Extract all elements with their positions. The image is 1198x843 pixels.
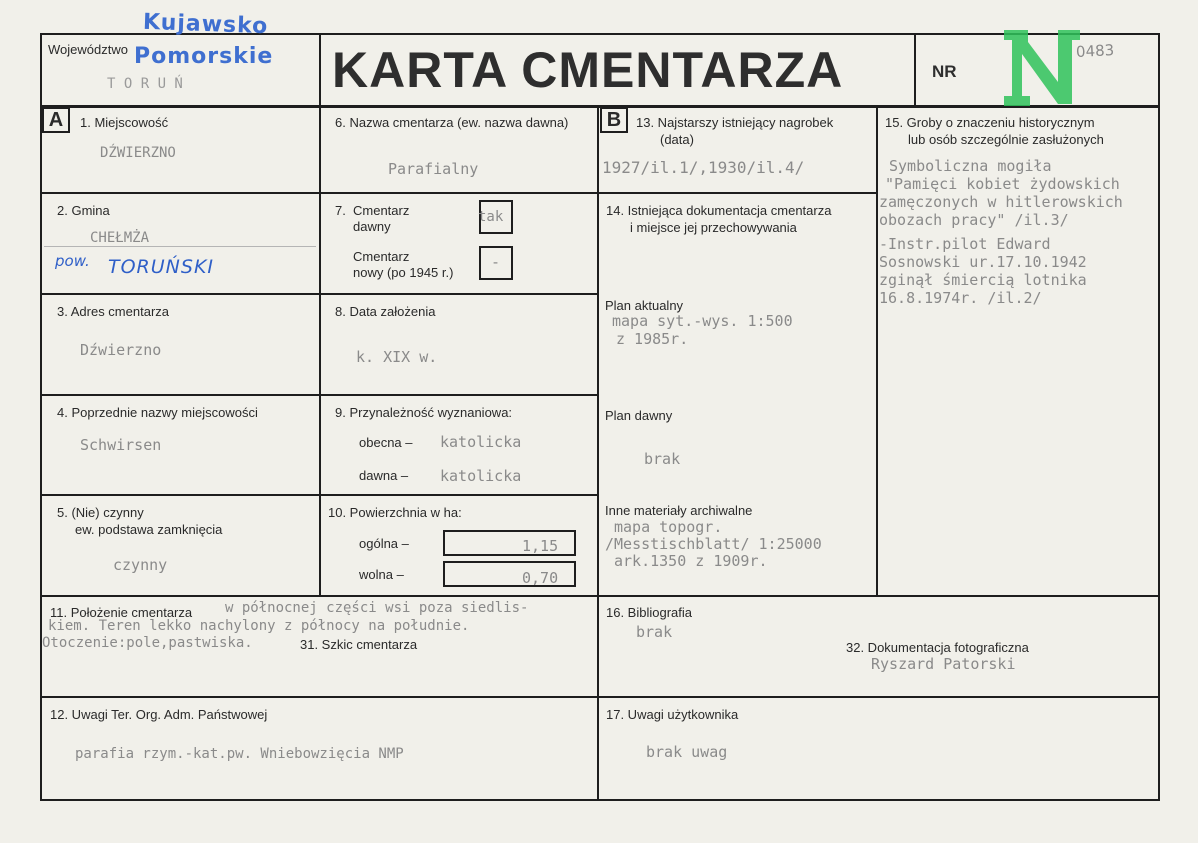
- polozenie-line2: kiem. Teren lekko nachylony z północy na południe.: [48, 618, 470, 634]
- inne-materialy-line1: mapa topogr.: [614, 518, 723, 536]
- plan-dawny-value: brak: [644, 450, 681, 468]
- czynny-label-line1: 5. (Nie) czynny: [57, 505, 144, 520]
- divider: [319, 105, 321, 596]
- nazwa-label: 6. Nazwa cmentarza (ew. nazwa dawna): [335, 115, 569, 130]
- gmina-underline: [44, 246, 316, 247]
- wyznanie-obecna-value: katolicka: [440, 433, 522, 451]
- groby-line: Sosnowski ur.17.10.1942: [879, 253, 1087, 271]
- data-zalozenia-label: 8. Data założenia: [335, 304, 436, 319]
- gmina-label: 2. Gmina: [57, 203, 110, 218]
- groby-line: "Pamięci kobiet żydowskich: [885, 175, 1120, 193]
- uwagi-uzytkownika-label: 17. Uwagi użytkownika: [606, 707, 739, 722]
- nazwa-value: Parafialny: [388, 160, 479, 178]
- czynny-label-line2: ew. podstawa zamknięcia: [75, 522, 223, 537]
- adres-label: 3. Adres cmentarza: [57, 304, 169, 319]
- divider: [40, 293, 599, 295]
- uwagi-ter-label: 12. Uwagi Ter. Org. Adm. Państwowej: [50, 707, 268, 722]
- nagrobek-value: 1927/il.1/,1930/il.4/: [602, 158, 805, 177]
- polozenie-label: 11. Położenie cmentarza: [50, 605, 193, 620]
- groby-line: zamęczonych w hitlerowskich: [879, 193, 1123, 211]
- polozenie-line1: w północnej części wsi poza siedlis-: [225, 600, 529, 616]
- gmina-handwritten: TORUŃSKI: [108, 256, 215, 278]
- page-title: KARTA CMENTARZA: [332, 42, 844, 98]
- stamp-region-line1: Kujawsko: [142, 9, 269, 40]
- nagrobek-label-line2: (data): [660, 132, 694, 147]
- data-zalozenia-value: k. XIX w.: [356, 348, 438, 366]
- divider: [40, 192, 878, 194]
- nr-number: 0483: [1075, 41, 1115, 61]
- section-a-letter: A: [42, 107, 70, 133]
- divider: [319, 33, 321, 107]
- wyznanie-label: 9. Przynależność wyznaniowa:: [335, 405, 513, 420]
- wyznanie-dawna-label: dawna –: [359, 468, 409, 483]
- section-b-letter: B: [600, 107, 628, 133]
- inne-materialy-line3: ark.1350 z 1909r.: [614, 552, 768, 570]
- stamp-city: T O R U Ń: [107, 76, 183, 92]
- powierzchnia-wolna-label: wolna –: [359, 567, 404, 582]
- groby-text: [879, 157, 1123, 307]
- poprzednie-value: Schwirsen: [80, 436, 162, 454]
- plan-dawny-label: Plan dawny: [605, 408, 673, 423]
- cmentarz-dawny-line2: dawny: [353, 219, 391, 234]
- groby-line: 16.8.1974r. /il.2/: [879, 289, 1042, 307]
- adres-value: Dźwierzno: [80, 341, 162, 359]
- plan-aktualny-label: Plan aktualny: [605, 298, 684, 313]
- cmentarz-num: 7.: [335, 203, 346, 218]
- wyznanie-dawna-value: katolicka: [440, 467, 522, 485]
- czynny-value: czynny: [113, 556, 168, 574]
- cmentarz-nowy-line1: Cmentarz: [353, 249, 410, 264]
- fotografia-value: Ryszard Patorski: [871, 655, 1016, 673]
- nr-green-marker-letter: [1000, 22, 1085, 108]
- groby-line: zginął śmiercią lotnika: [879, 271, 1087, 289]
- wyznanie-obecna-label: obecna –: [359, 435, 413, 450]
- miejscowosc-label: 1. Miejscowość: [80, 115, 169, 130]
- poprzednie-label: 4. Poprzednie nazwy miejscowości: [57, 405, 258, 420]
- groby-line: Symboliczna mogiła: [889, 157, 1052, 175]
- cmentarz-nowy-value: -: [491, 253, 501, 271]
- divider: [40, 595, 1160, 597]
- divider: [876, 105, 878, 596]
- polozenie-line3: Otoczenie:pole,pastwiska.: [42, 635, 253, 651]
- gmina-handwritten-prefix: pow.: [55, 252, 90, 270]
- uwagi-uzytkownika-value: brak uwag: [646, 743, 728, 761]
- divider: [40, 494, 599, 496]
- cmentarz-dawny-line1: Cmentarz: [353, 203, 410, 218]
- uwagi-ter-value: parafia rzym.-kat.pw. Wniebowzięcia NMP: [75, 746, 404, 762]
- groby-line: -Instr.pilot Edward: [879, 235, 1051, 253]
- powierzchnia-ogolna-value: 1,15: [522, 537, 559, 555]
- powierzchnia-label: 10. Powierzchnia w ha:: [328, 505, 462, 520]
- powierzchnia-ogolna-label: ogólna –: [359, 536, 409, 551]
- plan-aktualny-line2: z 1985r.: [616, 330, 689, 348]
- nagrobek-label-line1: 13. Najstarszy istniejący nagrobek: [636, 115, 834, 130]
- divider: [40, 394, 599, 396]
- nr-label: NR: [932, 62, 957, 81]
- bibliografia-label: 16. Bibliografia: [606, 605, 692, 620]
- groby-label-line1: 15. Groby o znaczeniu historycznym: [885, 115, 1095, 130]
- wojewodztwo-label: Województwo: [48, 42, 128, 57]
- cmentarz-dawny-value: tak: [478, 209, 504, 225]
- inne-materialy-line2: /Messtischblatt/ 1:25000: [605, 535, 822, 553]
- inne-materialy-label: Inne materiały archiwalne: [605, 503, 753, 518]
- fotografia-label: 32. Dokumentacja fotograficzna: [846, 640, 1029, 655]
- powierzchnia-wolna-value: 0,70: [522, 569, 559, 587]
- szkic-label: 31. Szkic cmentarza: [300, 637, 418, 652]
- miejscowosc-value: DŹWIERZNO: [100, 145, 176, 161]
- divider: [40, 696, 1160, 698]
- groby-label-line2: lub osób szczególnie zasłużonych: [908, 132, 1104, 147]
- dokumentacja-label-line2: i miejsce jej przechowywania: [630, 220, 797, 235]
- cmentarz-nowy-line2: nowy (po 1945 r.): [353, 265, 454, 280]
- stamp-region-line2: Pomorskie: [134, 44, 274, 69]
- gmina-value: CHEŁMŻA: [90, 230, 150, 246]
- divider: [914, 33, 916, 107]
- bibliografia-value: brak: [636, 623, 673, 641]
- dokumentacja-label-line1: 14. Istniejąca dokumentacja cmentarza: [606, 203, 832, 218]
- groby-line: obozach pracy" /il.3/: [879, 211, 1069, 229]
- plan-aktualny-line1: mapa syt.-wys. 1:500: [612, 312, 793, 330]
